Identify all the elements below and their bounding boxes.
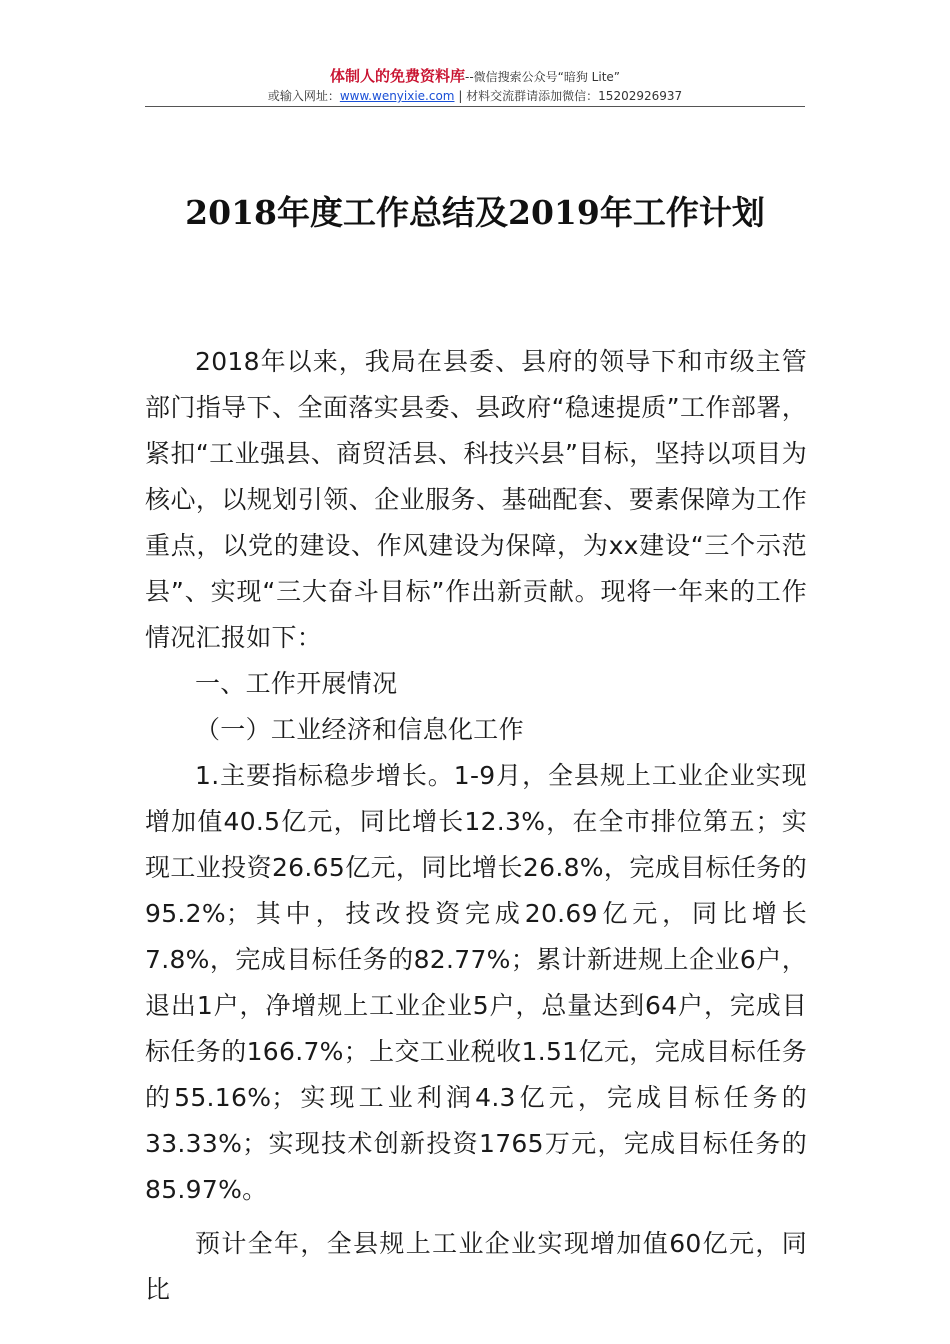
section-heading-1: 一、工作开展情况 xyxy=(195,669,398,698)
paragraph-intro: 2018年以来，我局在县委、县府的领导下和市级主管部门指导下、全面落实县委、县政府“稳速提质”工作部署，紧扣“工业强县、商贸活县、科技兴县”目标，坚持以项目为核心，以规划引领、企业服务、基础配套、要素保障为工作重点，以党的建设、作风建设为保障，为xx建设“三个示范县”、实现“三大奋斗目标”作出新贡献。现将一年来的工作情况汇报如下： xyxy=(145,347,807,652)
header-site-name: 体制人的免费资料库 xyxy=(329,67,465,85)
document-body xyxy=(145,339,807,1313)
header-line-1 xyxy=(145,66,805,87)
paragraph-forecast: 预计全年，全县规上工业企业实现增加值60亿元，同比 xyxy=(145,1229,807,1304)
subsection-heading-1: （一）工业经济和信息化工作 xyxy=(195,715,524,744)
header-divider xyxy=(145,106,805,107)
paragraph-indicators: 1.主要指标稳步增长。1-9月，全县规上工业企业实现增加值40.5亿元，同比增长12.3%，在全市排位第五；实现工业投资26.65亿元，同比增长26.8%，完成目标任务的95.2%；其中，技改投资完成20.69亿元，同比增长7.8%，完成目标任务的82.77%；累计新进规上企业6户，退出1户，净增规上工业企业5户，总量达到64户，完成目标任务的166.7%；上交工业税收1.51亿元，完成目标任务的55.16%；实现工业利润4.3亿元，完成目标任务的33.33%；实现技术创新投资1765万元，完成目标任务的85.97%。 xyxy=(145,761,807,1204)
header-url-prefix: 或输入网址： xyxy=(267,89,340,103)
header-url-link[interactable]: www.wenyixie.com xyxy=(339,89,455,103)
header-line-2 xyxy=(145,87,805,105)
header-contact: | 材料交流群请添加微信：15202926937 xyxy=(454,89,683,103)
header-wechat-note: --微信搜索公众号“暗狗 Lite” xyxy=(464,70,621,84)
document-title: 2018年度工作总结及2019年工作计划 xyxy=(185,193,765,232)
page-header xyxy=(145,66,805,105)
